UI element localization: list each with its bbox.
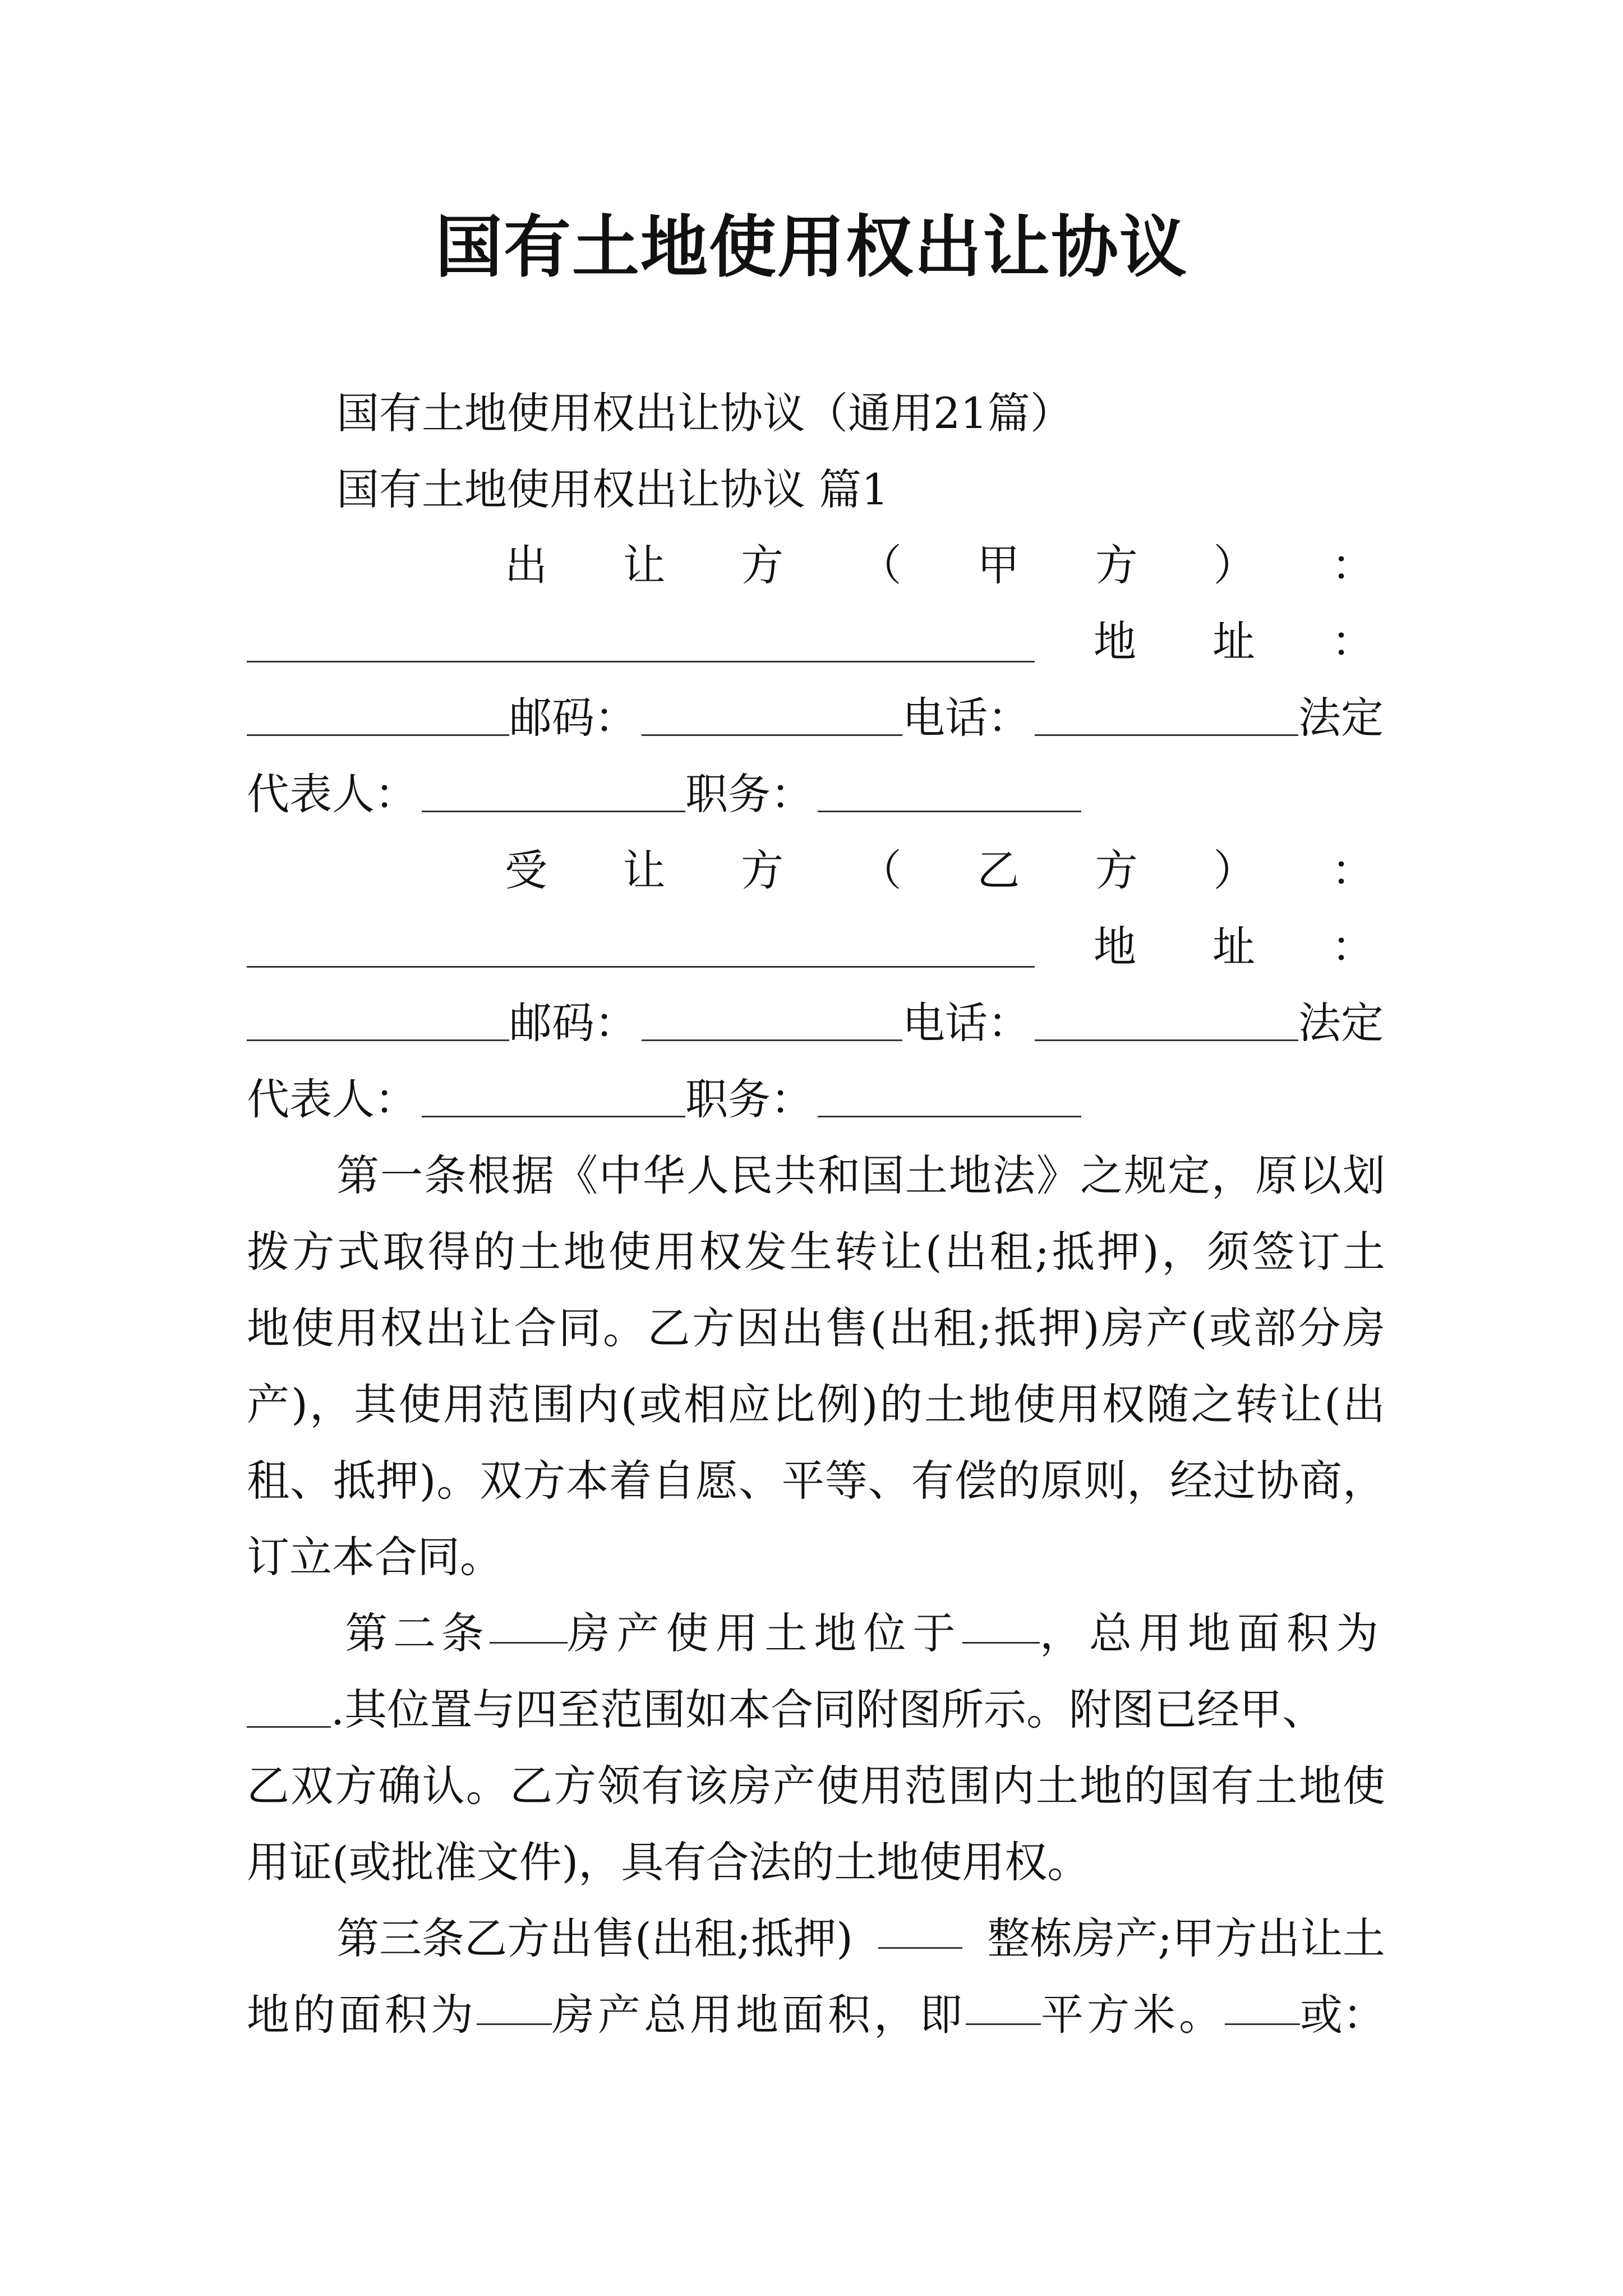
party-b-rep-blank[interactable]	[422, 1076, 685, 1117]
party-a-address-row	[247, 611, 1385, 673]
party-b-rep-row: 代表人： 职务：	[247, 1069, 1385, 1130]
article-3-line-1: 第三条乙方出售(出租;抵押) 整栋房产;甲方出让土	[247, 1908, 1385, 1970]
article-3-sqm-blank[interactable]	[966, 1984, 1041, 2025]
subtitle: 国有土地使用权出让协议（通用21篇）	[336, 388, 1073, 438]
article-3-property-blank[interactable]	[878, 1908, 962, 1949]
article-1-line-5: 租、抵押)。双方本着自愿、平等、有偿的原则，经过协商，	[247, 1456, 1385, 1506]
article-2-property-blank[interactable]	[490, 1603, 568, 1644]
party-b-address-blank[interactable]	[247, 1000, 509, 1041]
document-title: 国有土地使用权出让协议	[435, 208, 1188, 287]
party-b-position-blank[interactable]	[818, 1076, 1081, 1117]
party-a-contact-row	[247, 687, 1385, 749]
article-1-line-4: 产)，其使用范围内(或相应比例)的土地使用权随之转让(出	[247, 1379, 1385, 1429]
article-3-line-2: 地的面积为 房产总用地面积，即 平方米。 或：	[247, 1984, 1385, 2046]
party-a-postcode-blank[interactable]	[642, 695, 902, 736]
party-b-name-blank[interactable]	[247, 927, 1035, 968]
party-b-label: 受 让 方 （ 乙 方 ） ：	[505, 845, 1374, 895]
article-1-line-1: 第一条根据《中华人民共和国土地法》之规定，原以划	[336, 1151, 1385, 1200]
party-a-name-blank[interactable]	[247, 622, 1035, 662]
party-a-rep-row: 代表人： 职务：	[247, 763, 1385, 825]
article-3-portion-blank[interactable]	[477, 1984, 552, 2025]
party-a-rep-blank[interactable]	[422, 771, 685, 812]
article-2-line-3: 乙双方确认。乙方领有该房产使用范围内土地的国有土地使	[247, 1761, 1385, 1811]
article-3-or-blank[interactable]	[1225, 1984, 1300, 2025]
party-a-address-blank[interactable]	[247, 695, 509, 736]
party-b-contact-row	[247, 992, 1385, 1054]
party-a-phone-blank[interactable]	[1035, 695, 1298, 736]
phone-label: 电话：	[902, 693, 1030, 743]
phone-label: 电话：	[902, 998, 1030, 1048]
party-a-label: 出 让 方 （ 甲 方 ） ：	[505, 540, 1374, 590]
party-b-phone-blank[interactable]	[1035, 1000, 1298, 1041]
article-2-line-1: 第二条 房产使用土地位于 ，总用地面积为	[247, 1603, 1385, 1664]
article-2-area-blank[interactable]	[247, 1687, 331, 1728]
article-1-line-3: 地使用权出让合同。乙方因出售(出租;抵押)房产(或部分房	[247, 1303, 1385, 1353]
article-2-location-blank[interactable]	[962, 1603, 1040, 1644]
party-a-position-blank[interactable]	[818, 771, 1081, 812]
article-2-line-2: .其位置与四至范围如本合同附图所示。附图已经甲、	[247, 1679, 1385, 1741]
legal-rep-label: 法定	[1298, 693, 1384, 743]
article-1-line-6: 订立本合同。	[247, 1532, 502, 1582]
position-label: 职务：	[685, 769, 813, 819]
party-b-address-row	[247, 916, 1385, 978]
position-label: 职务：	[685, 1074, 813, 1124]
address-label: 地 址 ：	[1094, 616, 1374, 666]
legal-rep-label: 法定	[1298, 998, 1384, 1048]
article-1-line-2: 拨方式取得的土地使用权发生转让(出租;抵押)，须签订土	[247, 1227, 1385, 1277]
article-2-line-4: 用证(或批准文件)，具有合法的土地使用权。	[247, 1837, 1090, 1887]
address-label: 地 址 ：	[1094, 922, 1374, 972]
party-b-postcode-blank[interactable]	[642, 1000, 902, 1041]
chapter-heading: 国有土地使用权出让协议 篇1	[336, 464, 889, 514]
postcode-label: 邮码：	[509, 693, 637, 743]
postcode-label: 邮码：	[509, 998, 637, 1048]
